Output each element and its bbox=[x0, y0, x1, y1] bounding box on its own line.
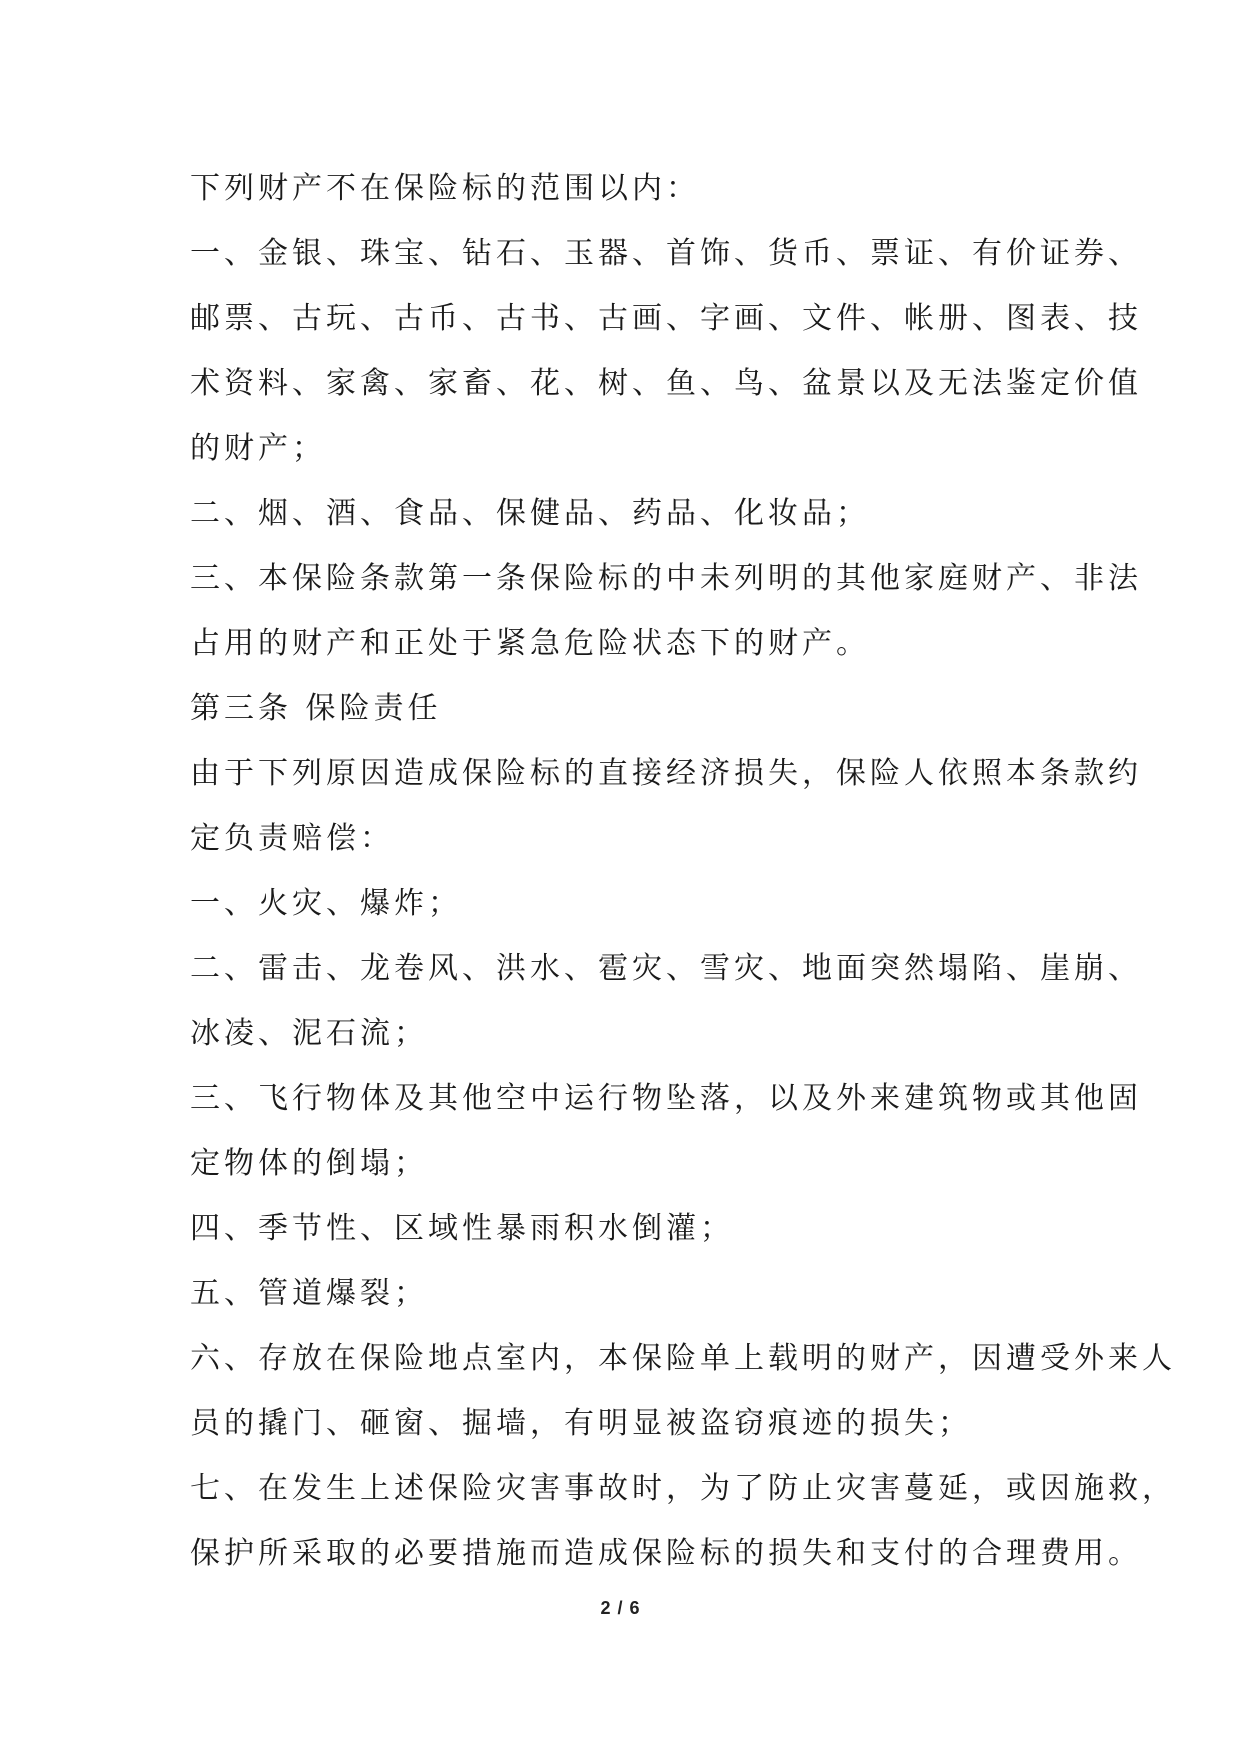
paragraph-line: 二、烟、酒、食品、保健品、药品、化妆品； bbox=[190, 496, 870, 531]
paragraph-line: 术资料、家禽、家畜、花、树、鱼、鸟、盆景以及无法鉴定价值 bbox=[190, 366, 1142, 401]
paragraph-line: 由于下列原因造成保险标的直接经济损失，保险人依照本条款约 bbox=[190, 756, 1142, 791]
paragraph-line: 三、本保险条款第一条保险标的中未列明的其他家庭财产、非法 bbox=[190, 561, 1142, 596]
paragraph-line: 三、飞行物体及其他空中运行物坠落，以及外来建筑物或其他固 bbox=[190, 1081, 1142, 1116]
paragraph-line: 下列财产不在保险标的范围以内： bbox=[190, 171, 700, 206]
document-body bbox=[190, 156, 1176, 1586]
paragraph-line: 一、金银、珠宝、钻石、玉器、首饰、货币、票证、有价证券、 bbox=[190, 236, 1142, 271]
paragraph-line: 定负责赔偿： bbox=[190, 821, 394, 856]
paragraph-line: 四、季节性、区域性暴雨积水倒灌； bbox=[190, 1211, 734, 1246]
paragraph-line: 五、管道爆裂； bbox=[190, 1276, 428, 1311]
paragraph-line: 占用的财产和正处于紧急危险状态下的财产。 bbox=[190, 626, 870, 661]
paragraph-line: 冰凌、泥石流； bbox=[190, 1016, 428, 1051]
paragraph-line: 六、存放在保险地点室内，本保险单上载明的财产，因遭受外来人 bbox=[190, 1341, 1176, 1376]
paragraph-line: 保护所采取的必要措施而造成保险标的损失和支付的合理费用。 bbox=[190, 1536, 1142, 1571]
paragraph-line: 定物体的倒塌； bbox=[190, 1146, 428, 1181]
paragraph-line: 一、火灾、爆炸； bbox=[190, 886, 462, 921]
paragraph-line: 邮票、古玩、古币、古书、古画、字画、文件、帐册、图表、技 bbox=[190, 301, 1142, 336]
section-heading: 第三条 保险责任 bbox=[190, 691, 442, 726]
paragraph-line: 二、雷击、龙卷风、洪水、雹灾、雪灾、地面突然塌陷、崖崩、 bbox=[190, 951, 1142, 986]
paragraph-line: 员的撬门、砸窗、掘墙，有明显被盗窃痕迹的损失； bbox=[190, 1406, 972, 1441]
page-number: 2 / 6 bbox=[600, 1598, 641, 1618]
paragraph-line: 七、在发生上述保险灾害事故时，为了防止灾害蔓延，或因施救， bbox=[190, 1471, 1176, 1506]
paragraph-line: 的财产； bbox=[190, 431, 326, 466]
